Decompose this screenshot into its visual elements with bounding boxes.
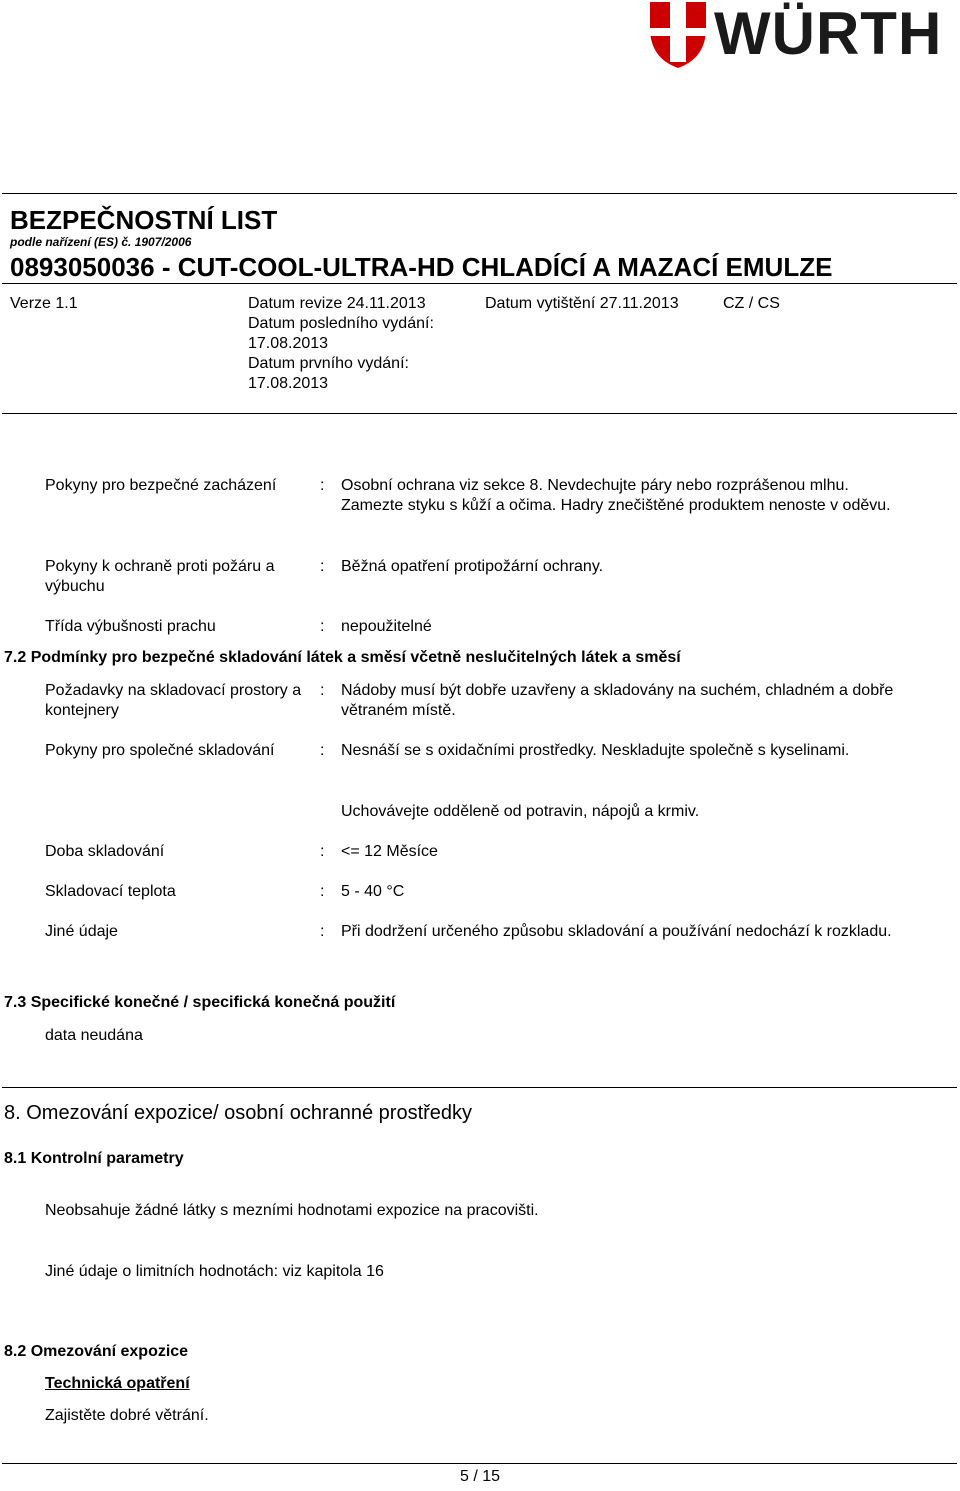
page-number: 5 / 15	[459, 1468, 501, 1485]
row-colon: :	[320, 682, 325, 699]
section-7-2-heading: 7.2 Podmínky pro bezpečné skladování látek a směsí včetně neslučitelných látek a směsí	[4, 649, 681, 666]
section-8-2-text: Zajistěte dobré větrání.	[45, 1407, 209, 1424]
last-issue-date: 17.08.2013	[248, 335, 329, 352]
row-value-safe-handling: Osobní ochrana viz sekce 8. Nevdechujte páry nebo rozprášenou mlhu. Zamezte styku s kůží a očima. Hadry znečištěné produktem nenoste v oděvu.	[341, 477, 891, 514]
header-rule-top	[2, 193, 957, 194]
revision-date: Datum revize 24.11.2013	[248, 295, 426, 312]
row-value-fire-protection: Běžná opatření protipožární ochrany.	[341, 558, 604, 575]
row-label-storage-temperature: Skladovací teplota	[45, 883, 176, 900]
section-7-3-heading: 7.3 Specifické konečné / specifická konečná použití	[4, 994, 396, 1011]
row-colon: :	[320, 843, 325, 860]
row-value-dust-explosion: nepoužitelné	[341, 618, 432, 635]
row-value-storage-period: <= 12 Měsíce	[341, 843, 438, 860]
print-date: Datum vytištění 27.11.2013	[485, 295, 679, 312]
section-8-1-text: Neobsahuje žádné látky s mezními hodnotami expozice na pracovišti.	[45, 1202, 539, 1219]
document-title: BEZPEČNOSTNÍ LIST	[10, 205, 278, 235]
row-label-storage-requirements: Požadavky na skladovací prostory a kontejnery	[45, 682, 302, 719]
section-8-1-heading: 8.1 Kontrolní parametry	[4, 1150, 184, 1167]
section-7-3-text: data neudána	[45, 1027, 143, 1044]
row-colon: :	[320, 883, 325, 900]
header-rule-bottom	[2, 413, 957, 414]
row-label-storage-period: Doba skladování	[45, 843, 165, 860]
row-label-fire-protection: Pokyny k ochraně proti požáru a výbuchu	[45, 558, 275, 595]
row-colon: :	[320, 477, 325, 494]
row-value-storage-temperature: 5 - 40 °C	[341, 883, 405, 900]
row-value-storage-requirements: Nádoby musí být dobře uzavřeny a skladovány na suchém, chladném a dobře větraném místě.	[341, 682, 894, 719]
row-colon: :	[320, 742, 325, 759]
section-8-2-subheading: Technická opatření	[45, 1375, 190, 1392]
section-8-2-heading: 8.2 Omezování expozice	[4, 1343, 189, 1360]
section-8-rule	[2, 1087, 957, 1088]
footer-rule	[2, 1463, 957, 1464]
row-label-safe-handling: Pokyny pro bezpečné zacházení	[45, 477, 277, 494]
first-issue-label: Datum prvního vydání:	[248, 355, 409, 372]
document-subtitle: podle nařízení (ES) č. 1907/2006	[10, 235, 192, 249]
locale: CZ / CS	[723, 295, 780, 312]
version: Verze 1.1	[10, 295, 78, 312]
row-label-joint-storage: Pokyny pro společné skladování	[45, 742, 275, 759]
section-8-1-other: Jiné údaje o limitních hodnotách: viz kapitola 16	[45, 1263, 384, 1280]
row-colon: :	[320, 618, 325, 635]
row-label-dust-explosion: Třída výbušnosti prachu	[45, 618, 216, 635]
logo-wordmark: WÜRTH	[714, 0, 943, 67]
row-colon: :	[320, 558, 325, 575]
row-value-joint-storage: Nesnáší se s oxidačními prostředky. Neskladujte společně s kyselinami.	[341, 742, 850, 759]
row-label-other-data: Jiné údaje	[45, 923, 118, 940]
section-8-heading: 8. Omezování expozice/ osobní ochranné prostředky	[4, 1102, 473, 1124]
row-value-other-data: Při dodržení určeného způsobu skladování a používání nedochází k rozkladu.	[341, 923, 892, 940]
row-value-keep-away-food: Uchovávejte odděleně od potravin, nápojů a krmiv.	[341, 803, 700, 820]
product-name: 0893050036 - CUT-COOL-ULTRA-HD CHLADÍCÍ A MAZACÍ EMULZE	[10, 252, 833, 282]
header-rule-mid	[2, 283, 957, 284]
first-issue-date: 17.08.2013	[248, 375, 329, 392]
last-issue-label: Datum posledního vydání:	[248, 315, 434, 332]
row-colon: :	[320, 923, 325, 940]
